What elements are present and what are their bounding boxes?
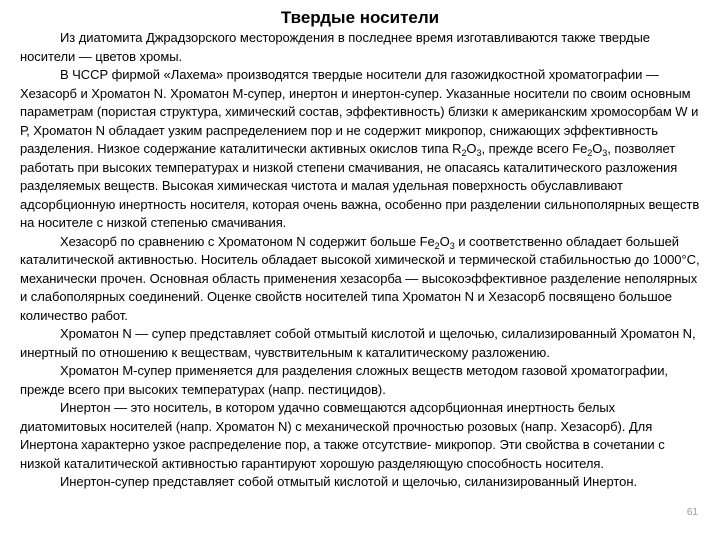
- paragraph-diatomite: Из диатомита Джрадзорского месторождения в последнее время изготавливаются также твердые носители — цветов хромы.: [20, 30, 650, 64]
- paragraph-text: , позволяет работать при высоких температурах и низкой степени смачивания, не опасаясь каталитического разложения разделяемых веществ. Высокая химическая чистота и малая удельная поверхность обуславливают адсорбционную инертность носителя, которая очень важна, особенно при разделении сильнополярных веществ на носителе с низкой степенью смачивания.: [20, 141, 700, 230]
- subscript: 3: [476, 148, 482, 158]
- subscript: 2: [434, 240, 440, 251]
- page-number: 61: [686, 507, 698, 518]
- paragraph-text: и соответственно обладает большей каталитической активностью. Носитель обладает высокой химической и термической стабильностью до 1000°С, механически прочен. Основная область применения хезасорба — высокоэффективное разделение неполярных и слабополярных соединений. Оценке свойств носителей типа Хроматон N и Хезасорб посвящено большое количество работ.: [20, 233, 700, 323]
- slide-title: Твердые носители: [280, 8, 440, 27]
- paragraph-chromaton-m-super: Хроматон М-супер применяется для разделения сложных веществ методом газовой хроматографии, прежде всего при высоких температурах (напр. пестицидов).: [20, 363, 668, 397]
- slide-body: [20, 29, 703, 492]
- paragraph-text: O: [466, 141, 477, 156]
- paragraph-inerton: Инертон — это носитель, в котором удачно совмещаются адсорбционная инертность белых диатомитовых носителей (напр. Хроматон N) с механической прочностью розовых (напр. Хезасорб). Для Инертона характерно узкое распределение пор, а также отсутствие- микропор. Эти свойства в сочетании с низкой каталитической активностью гарантируют хорошую разделяющую способность носителя.: [20, 400, 665, 471]
- subscript: 3: [449, 240, 455, 251]
- paragraph-czechoslovakia: [20, 66, 703, 233]
- paragraph-text: В ЧССР фирмой «Лахема» производятся твердые носители для газожидкостной хроматографии — Хезасорб и Хроматон N. Хроматон М-супер, инертон и инертон-супер. Указанные носители по своим основным параметрам (пористая структура, химический состав, эффективность) близки к американским хромосорбам W и Р, Хроматон N обладает узким распределением пор и не содержит микропор, снижающих эффективность разделения. Низкое содержание каталитически активных окислов типа R: [20, 67, 699, 156]
- paragraph-text: Хезасорб по сравнению с Хроматоном N содержит больше Fe: [60, 233, 435, 249]
- paragraph-text: , прежде всего Fe: [481, 141, 588, 156]
- paragraph-chezasorb: [20, 233, 703, 326]
- subscript: 2: [587, 148, 593, 158]
- paragraph-chromaton-n-super: Хроматон N — супер представляет собой отмытый кислотой и щелочью, силализированный Хроматон N, инертный по отношению к веществам, чувствительным к каталитическому разложению.: [20, 326, 696, 360]
- paragraph-text: O: [592, 141, 603, 156]
- subscript: 2: [461, 148, 467, 158]
- paragraph-inerton-super: Инертон-супер представляет собой отмытый кислотой и щелочью, силанизированный Инертон.: [60, 474, 638, 489]
- subscript: 3: [602, 148, 608, 158]
- paragraph-text: O: [439, 233, 450, 249]
